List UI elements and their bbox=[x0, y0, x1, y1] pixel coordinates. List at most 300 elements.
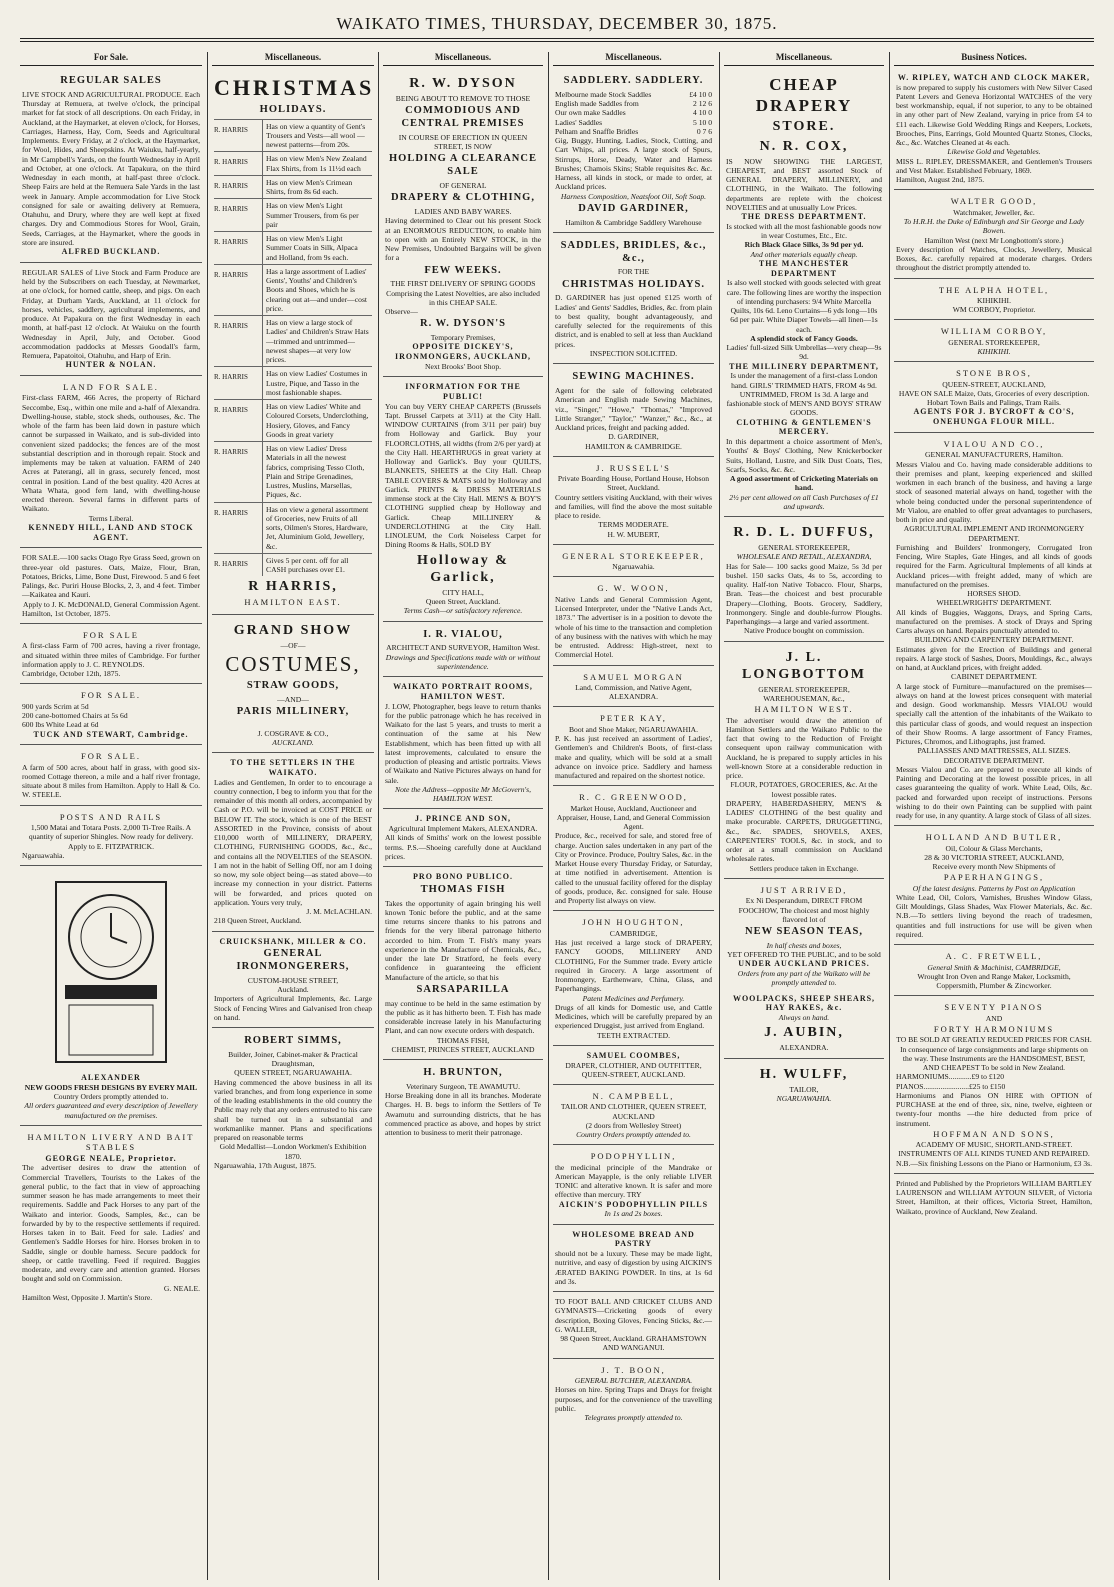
ad-good bbox=[894, 192, 1094, 278]
ad-prince bbox=[383, 811, 543, 867]
ad-body: Wrought Iron Oven and Range Maker, Locksmith, Coppersmith, Plumber & Zincworker. bbox=[917, 971, 1071, 991]
ad-subtitle: Agricultural Implement Makers, ALEXANDRA. bbox=[388, 824, 538, 834]
column-header: Miscellaneous. bbox=[553, 52, 714, 66]
ad-body: Country settlers visiting Auckland, with their wives and families, will find the above the most suitable place to reside. bbox=[555, 492, 712, 521]
ad-title: PRO BONO PUBLICO. bbox=[413, 872, 513, 882]
column-misc-2 bbox=[383, 52, 543, 1577]
ad-subtitle: DRAPER, CLOTHIER, AND OUTFITTER, bbox=[565, 1060, 702, 1070]
ad-title: ROBERT SIMMS, bbox=[244, 1035, 342, 1047]
ad-longbottom bbox=[724, 644, 884, 879]
ad-line: Of the latest designs. Patterns by Post on Application bbox=[912, 883, 1076, 893]
ad-title: THE ALPHA HOTEL, bbox=[938, 284, 1050, 295]
ad-line: Temporary Premises, bbox=[430, 333, 496, 343]
ad-line: TERMS MODERATE. bbox=[598, 520, 669, 530]
column-misc-4 bbox=[724, 52, 884, 1577]
ad-place: HAMILTON EAST. bbox=[244, 597, 342, 608]
ad-subtitle: Private Boarding House, Portland House, Hobson Street, Auckland. bbox=[557, 474, 710, 493]
harris-row-name: R. HARRIS bbox=[214, 373, 248, 382]
ad-body: The advertiser desires to draw the attention of Commercial Travellers, Tourists to the Lakes of the general public, to the fact that in view of approaching summer season he has made arrangements to meet their requirements. Saddle and Pack Horses to any part of the Waikato and interior. Goods, Samples, &c., can be forwarded by by to the respective settlements if required. Horses taken in to Bait. Feed for sale. Ladies' and Gentlemen's Saddle Horses for hire. Horses broken in to Saddle, single or double harness. Secure paddock for sheep, or cattle travelling. Feed if required. Buggies moderate, and every care and attention granted. Horses bought and sold on Commission. bbox=[22, 1163, 200, 1284]
price-value: 2 12 6 bbox=[693, 99, 712, 109]
ad-title: J. T. BOON, bbox=[601, 1364, 666, 1375]
ad-line: Drawings and Specifications made with or without superintendence. bbox=[385, 652, 541, 671]
ad-wulff bbox=[724, 1061, 884, 1109]
saddlery-price-list bbox=[555, 90, 712, 136]
ad-body: The advertiser would draw the attention of Hamilton Settlers and the Waikato Public to the fact that owing to the Reduction of Freight consequent upon railway communication with Auckland, he is prepared to supply articles in his well-known Store at a considerable reduction in price. bbox=[726, 715, 882, 781]
ad-title: INFORMATION FOR THE PUBLIC! bbox=[405, 382, 521, 401]
ad-corboy bbox=[894, 322, 1094, 362]
ad-title: WHOLESOME BREAD AND PASTRY bbox=[572, 1229, 695, 1249]
ad-terms: Terms Liberal. bbox=[88, 513, 134, 523]
price-value: 0 7 6 bbox=[696, 126, 712, 136]
ad-title: WILLIAM CORBOY, bbox=[940, 326, 1048, 337]
masthead-rule bbox=[20, 38, 1094, 39]
masthead-rule bbox=[20, 41, 1094, 42]
ad-body: Takes the opportunity of again bringing his well known Tonic before the public, and at the same time returns sincere thanks to his patrons and friends for the very liberal patronage hitherto accorded to him. From T. Fish's many years experience in the Manufacture of Chemicals, &c., under the late Dr Stratford, he feels every confidence in guaranteeing the efficient Manufacture of the article, so that his bbox=[385, 898, 541, 982]
ad-address: CUSTOM-HOUSE STREET, bbox=[247, 975, 339, 985]
ad-title: PETER KAY, bbox=[600, 713, 667, 724]
ad-title: CHRISTMAS bbox=[214, 74, 374, 100]
ad-signature: Apply to J. K. McDONALD, General Commission Agent. bbox=[23, 599, 200, 609]
ad-line: Note the Address—opposite Mr McGovern's, HAMILTON WEST. bbox=[395, 784, 531, 804]
ad-subtitle: THOMAS FISH bbox=[420, 883, 506, 895]
ad-subtitle: Market House, Auckland, Auctioneer and Appraiser, House, Land, and General Commission Agent. bbox=[556, 803, 711, 832]
ad-place: QUEEN STREET, NGARUAWAHIA. bbox=[234, 1068, 352, 1078]
harris-row-name: R. HARRIS bbox=[214, 158, 248, 167]
ad-line: AGENTS FOR J. BYCROFT & CO'S, ONEHUNGA FLOUR MILL. bbox=[913, 407, 1075, 427]
ad-date: Hamilton, August 2nd, 1875. bbox=[896, 175, 985, 185]
ad-body: Agent for the sale of following celebrated American and English made Sewing Machines, viz., "Singer," "Howe," "Thomas," "Improved Little Stranger," "Taylor," "Wanzer," &c., &c., at Auckland prices, freight and packing added. bbox=[555, 386, 712, 432]
ad-place: AUCKLAND. bbox=[272, 737, 314, 747]
harris-row-text: Has on view Ladies' Costumes in Lustre, Pique, and Tasso in the most fashionable shapes. bbox=[262, 367, 372, 399]
ad-line: Comprising the Latest Novelties, are also included in this CHEAP SALE. bbox=[386, 288, 540, 307]
ad-body: Messrs Vialou and Co. having made considerable additions to their premises and plant, keeping experienced and skilled workmen in each branch of the business, and having a large stock of seasoned material always on hand, together with the whole being conducted under the personal superintendence of Mr Vialou, are enabled to offer great advantages to purchasers, both in price and quality. bbox=[896, 459, 1092, 525]
ad-mcdonald bbox=[20, 550, 202, 624]
ad-body: A large stock of Furniture—manufactured on the premises—always on hand at the lowest prices consequent with material and design. Good workmanship. Messrs VIALOU would specially call the attention of the inhabitants of the Waikato to this particular class of goods, and would request an inspection of their Show Rooms. A large assortment of Fancy Frames, Pictures, Chromos, and Lithographs, just framed. bbox=[896, 681, 1092, 747]
ad-body: Estimates given for the Erection of Buildings and general repairs. A large stock of Sashes, Doors, Mouldings, &c., always on hand, at Auckland prices, with freight added. bbox=[896, 644, 1092, 673]
ad-houghton bbox=[553, 913, 714, 1045]
ad-title: STONE BROS, bbox=[956, 368, 1032, 379]
ad-title: LAND FOR SALE. bbox=[63, 382, 159, 393]
ad-holland-butler bbox=[894, 828, 1094, 945]
price-row bbox=[555, 90, 712, 99]
ad-title: TO FOOT BALL AND CRICKET CLUBS AND GYMNASTS—Cricketing goods of every description, Boxing Gloves, Fencing Sticks, &c.—G. WALLER, bbox=[555, 1297, 712, 1334]
ad-line: In 1s and 2s boxes. bbox=[604, 1209, 663, 1219]
ad-place: KIHIKIHI. bbox=[977, 347, 1011, 357]
ad-body: HAVE ON SALE Maize, Oats, Groceries of every description. Hobart Town Bails and Palings, Tram Rails. bbox=[898, 388, 1090, 408]
ad-line: HOLDING A CLEARANCE SALE bbox=[389, 153, 537, 178]
harris-row-name: R. HARRIS bbox=[214, 125, 248, 134]
ad-body: Native Lands and General Commission Agent, Licensed Interpreter, under the "Native Lands Act, 1873." The advertiser is in a position to devote the whole of his time to the transaction and completion of any business with the natives with which he may be entrusted. Address: High-street, next to Commercial Hotel. bbox=[555, 594, 712, 660]
ad-body: Horses on hire. Spring Traps and Drays for freight purposes, and for the convenience of the travelling public. bbox=[555, 1385, 712, 1413]
ad-section-title: BUILDING AND CARPENTERY DEPARTMENT. bbox=[914, 635, 1074, 645]
ad-body: Every description of Watches, Clocks, Jewellery, Musical Boxes, &c. carefully repaired at moderate charges. Orders throughout the district promptly attended to. bbox=[896, 244, 1092, 273]
ad-signature: ALFRED BUCKLAND. bbox=[61, 247, 161, 257]
harris-row bbox=[214, 366, 372, 399]
ad-line: NEW SEASON TEAS, bbox=[744, 926, 864, 938]
ad-title: PODOPHYLLIN, bbox=[590, 1151, 677, 1162]
ad-steele bbox=[20, 747, 202, 805]
ad-address: 98 Queen Street, Auckland. GRAHAMSTOWN AND WANGANUI. bbox=[560, 1334, 707, 1353]
ad-place: NGARUAWAHIA. bbox=[776, 1094, 832, 1103]
ad-saddlery bbox=[553, 70, 714, 233]
ad-title: GRAND SHOW bbox=[233, 622, 353, 638]
ad-line: WOOLPACKS, SHEEP SHEARS, HAY RAKES, &c. bbox=[732, 993, 876, 1013]
ad-line: PARIS MILLINERY, bbox=[236, 705, 350, 717]
column-header: For Sale. bbox=[20, 52, 202, 66]
ad-title: JUST ARRIVED, bbox=[760, 884, 848, 895]
ad-signature: DAVID GARDINER, bbox=[578, 202, 689, 214]
ad-place: HAMILTON & CAMBRIDGE. bbox=[585, 441, 682, 451]
ad-line: To H.R.H. the Duke of Edinburgh and Sir George and Lady Bowen. bbox=[903, 217, 1085, 236]
price-row bbox=[555, 118, 712, 127]
ad-signature: H. W. MUBERT, bbox=[607, 529, 660, 539]
ad-signature: N. R. COX, bbox=[759, 138, 849, 154]
ad-body: A first-class Farm of 700 acres, having a river frontage, and situated within three miles of Cambridge. For further information apply to J. C. REYNOLDS. bbox=[22, 641, 200, 669]
ad-stone-bros bbox=[894, 364, 1094, 433]
ad-line: Harness Composition, Neatsfoot Oil, Soft Soap. bbox=[560, 191, 707, 201]
price-item: Ladies' Saddles bbox=[555, 117, 603, 127]
ad-line: Patent Medicines and Perfumery. bbox=[582, 993, 685, 1003]
ad-body: FOR SALE.—100 sacks Otago Rye Grass Seed, grown on three-year old pastures. Oats, Maize, Flour, Bran, Potatoes, Bricks, Lime, Bone Dust, Firewood. 5 and 6 feet Palings, &c. Puriri House Blocks, 2, 3, and 4 feet. Timber—Kaikatea and Kauri. bbox=[22, 553, 200, 600]
ad-line: —OF— bbox=[280, 640, 306, 650]
ad-signature: J. COSGRAVE & CO., bbox=[257, 728, 329, 738]
ad-body: DRAPERY, HABERDASHERY, MEN'S & LADIES' CLOTHING of the best quality and make procurable. CARPETS, DRUGGETTING, &c., &c. SPADES, SHOVELS, AXES, CARPENTERS' TOOLS, &c. in stock, and to order at a small commission on Auckland wholesale rates. bbox=[726, 798, 882, 864]
ad-baking-powder bbox=[553, 1227, 714, 1293]
ad-title: WALTER GOOD, bbox=[950, 196, 1038, 207]
harris-row bbox=[214, 399, 372, 441]
ad-address: OPPOSITE DICKEY'S, IRONMONGERS, AUCKLAND, bbox=[394, 342, 531, 362]
ad-subtitle: Oil, Colour & Glass Merchants, bbox=[945, 843, 1043, 853]
ad-price-line: PIANOS........................£25 to £150 bbox=[896, 1081, 1006, 1091]
ad-signature: HOFFMAN AND SONS, bbox=[933, 1128, 1055, 1139]
ad-place: CAMBRIDGE, bbox=[609, 928, 658, 938]
ad-body: should not be a luxury. These may be made light, nutritive, and easy of digestion by using AICKIN'S ÆRATED BAKING POWDER. In tins, at 1s 6d and 3s. bbox=[555, 1249, 712, 1286]
ad-body: Ex Ni Desperandum, DIRECT FROM FOOCHOW, The choicest and most highly flavored lot of bbox=[738, 896, 870, 924]
ad-line: INSPECTION SOLICITED. bbox=[589, 348, 678, 358]
ad-line: INSTRUMENTS OF ALL KINDS TUNED AND REPAIRED. bbox=[898, 1149, 1090, 1159]
price-row bbox=[555, 108, 712, 117]
ad-body: the medicinal principle of the Mandrake or American Mayapple, is the only reliable LIVER TONIC and alterative known. It is safer and more effective than mercury. TRY bbox=[555, 1162, 712, 1200]
ad-line: BEING ABOUT TO REMOVE TO THOSE bbox=[395, 94, 531, 104]
harris-row-name: R. HARRIS bbox=[214, 181, 248, 190]
ad-line: COMMODIOUS AND CENTRAL PREMISES bbox=[401, 105, 525, 130]
harris-row-text: Has on view Men's Light Summer Coats in Silk, Alpaca and Holland, from 9s each. bbox=[262, 232, 372, 264]
harris-row-name: R. HARRIS bbox=[214, 559, 248, 568]
ad-title: SADDLES, BRIDLES, &c., &c., bbox=[560, 239, 707, 264]
column-business-notices bbox=[894, 52, 1094, 1577]
harris-row-text: Has on view a quantity of Gent's Trousers and Vests—all wool —newest patterns—from 20s. bbox=[262, 120, 372, 152]
ad-subtitle: Watchmaker, Jeweller, &c. bbox=[953, 207, 1035, 217]
harris-row bbox=[214, 231, 372, 264]
ad-line: FLOUR, POTATOES, GROCERIES, &c. At the lowest possible rates. bbox=[730, 780, 878, 799]
ad-address: Hamilton West, Opposite J. Martin's Store. bbox=[22, 1292, 153, 1302]
ad-title: A. C. FRETWELL, bbox=[945, 951, 1043, 962]
column-misc-3 bbox=[553, 52, 714, 1577]
ad-vialou-architect bbox=[383, 624, 543, 678]
ad-body: Drugs of all kinds for Domestic use, and Cattle Medicines, which will be carefully prepared by an experienced Druggist, just arrived from England. bbox=[555, 1002, 712, 1031]
ad-body: Having determined to Clear out his present Stock at an ENORMOUS REDUCTION, to enable him to open with an Entirely NEW STOCK, in the New Premises, Undoubted Bargains will be given for a bbox=[385, 216, 541, 263]
ad-simms bbox=[212, 1030, 374, 1175]
ad-title: HAMILTON LIVERY AND BAIT STABLES bbox=[27, 1131, 195, 1153]
ad-subtitle: GENERAL STOREKEEPER, bbox=[758, 543, 850, 553]
masthead bbox=[20, 8, 1094, 48]
ad-line: Settlers produce taken in Exchange. bbox=[749, 863, 859, 873]
harris-row bbox=[214, 175, 372, 199]
ad-signature: R HARRIS, bbox=[248, 579, 338, 595]
ad-subtitle: QUEEN-STREET, AUCKLAND, bbox=[942, 379, 1046, 389]
ad-signature: G. NEALE. bbox=[163, 1283, 200, 1293]
ad-body: All kinds of Smiths' work on the lowest possible terms. P.S.—Shoeing carefully done at Auckland prices. bbox=[385, 833, 541, 861]
harris-row-text: Has a large assortment of Ladies' Gents', Youths' and Children's Boots and Shoes, which he is clearing out at—and under—cost price. bbox=[262, 265, 372, 315]
ad-title: SADDLERY. SADDLERY. bbox=[563, 74, 704, 86]
ad-ripley bbox=[894, 70, 1094, 191]
price-item: Melbourne made Stock Saddles bbox=[555, 89, 652, 99]
ad-section-title: THE DRESS DEPARTMENT. bbox=[741, 212, 867, 222]
ad-body: IS NOW SHOWING THE LARGEST, CHEAPEST, and BEST assorted Stock of GENERAL DRAPERY, MILLINERY, and CLOTHING, in the Waikato. The following departments are replete with the choicest NOVELTIES and at unusually Low Prices. bbox=[726, 156, 882, 212]
ad-body: LIVE STOCK AND AGRICULTURAL PRODUCE. Each Thursday at Remuera, at twelve o'clock, the principal market for fat stock of all descriptions. On each Friday, in Auckland, at the Haymarket, at eleven o'clock, for Horses, Carriages, Harness, Hay, Corn, Seeds and Agricultural Implements. Every Friday, at 2 o'clock, at the Haymarket, for Wool, Hides, and Sheepskins. At Waiuku, half-yearly, in Mr Campbell's Yards, on the fourth Wednesday in April and October, at one o'clock. At Tapakura, on the third Wednesday in each month, at half-past three o'clock. Sheep Fairs are held at the Remuera Sale Yards in the last week in January. Ample accommodation for Live Stock consigned for sale or awaiting delivery at Remuera, Otahuhu, and Drury, where they are well kept at fixed charges. Dry and Commodious Stores for Wool, Grain, Seeds, Carriages, at the Haymarket, where the goods in store are insured. bbox=[22, 89, 200, 247]
column-divider bbox=[207, 52, 208, 1580]
ad-title: VIALOU AND CO., bbox=[943, 438, 1045, 449]
harris-row bbox=[214, 553, 372, 577]
ad-line: HORSES SHOD. bbox=[967, 589, 1021, 599]
ad-section-title: DECORATIVE DEPARTMENT. bbox=[943, 755, 1045, 765]
ad-title: TO THE SETTLERS IN THE WAIKATO. bbox=[230, 758, 356, 777]
column-header: Miscellaneous. bbox=[212, 52, 374, 66]
price-item: English made Saddles from bbox=[555, 99, 639, 109]
ad-title: J. RUSSELL'S bbox=[596, 462, 671, 473]
harris-row-text: Has on view a general assortment of Groceries, new Fruits of all sorts, Oilmen's Stores, Hardware, Jet, Aluminium Gold, Jewellery, &c. bbox=[262, 503, 372, 553]
ad-subtitle: ARCHITECT AND SURVEYOR, Hamilton West. bbox=[386, 643, 540, 653]
ad-title: W. RIPLEY, WATCH AND CLOCK MAKER, bbox=[897, 72, 1091, 82]
ad-place: ALEXANDRA. bbox=[779, 1043, 829, 1053]
ad-date: Hamilton, 1st October, 1875. bbox=[22, 608, 111, 618]
column-header: Business Notices. bbox=[894, 52, 1094, 66]
ad-line: TEETH EXTRACTED. bbox=[597, 1030, 670, 1040]
ad-vialou-co bbox=[894, 435, 1094, 826]
ad-portrait-rooms bbox=[383, 679, 543, 809]
ad-address: (2 doors from Wellesley Street) bbox=[585, 1120, 682, 1130]
ad-address: CHEMIST, PRINCES STREET, AUCKLAND bbox=[391, 1044, 535, 1054]
ad-reynolds bbox=[20, 626, 202, 684]
ad-title: FOR SALE bbox=[83, 630, 139, 641]
ad-subtitle: TAILOR AND CLOTHIER, QUEEN STREET, AUCKLAND bbox=[560, 1102, 707, 1121]
ad-subtitle: WAREHOUSEMAN, &c., bbox=[763, 694, 845, 704]
harris-row bbox=[214, 198, 372, 231]
ad-morgan bbox=[553, 668, 714, 708]
ad-title: STORE. bbox=[772, 119, 836, 135]
ad-line: FOR THE bbox=[617, 267, 650, 277]
ad-subtitle: General Smith & Machinist, CAMBRIDGE, bbox=[927, 962, 1061, 972]
ad-place: HAMILTON WEST. bbox=[754, 704, 854, 715]
ad-brunton bbox=[383, 1062, 543, 1142]
column-for-sale bbox=[20, 52, 202, 1577]
ad-line: Orders from any part of the Waikato will be promptly attended to. bbox=[737, 969, 871, 988]
ad-signature: TUCK AND STEWART, Cambridge. bbox=[33, 729, 189, 739]
ad-line: PAPERHANGINGS, bbox=[943, 872, 1045, 883]
ad-title: HOLLAND AND BUTLER, bbox=[925, 832, 1063, 843]
ad-line: In half chests and boxes, bbox=[766, 940, 842, 950]
ad-signature: HUNTER & NOLAN. bbox=[65, 360, 157, 370]
ad-body: REGULAR SALES of Live Stock and Farm Produce are held by the Subscribers on each Tuesday, at Newmarket, at one o'clock, for horned cattle, sheep, and pigs. On each Friday, at Durham Yards, Auckland, at 11 o'clock for horses, vehicles, saddlery, agricultural implements, and produce. At Papakura on the first Wednesday in each month, at half-past 12 o'clock. At Waiuku on the fourth Wednesday in April, July, and October. Good accommodation paddocks at Messrs Goodall's farm, Remuera, Papatoitoi, Otahuhu, and Harp of Erin. bbox=[22, 267, 200, 361]
ad-subtitle: HOLIDAYS. bbox=[259, 103, 327, 115]
ad-signature: R. W. DYSON'S bbox=[420, 318, 506, 330]
ad-alpha-hotel bbox=[894, 281, 1094, 321]
ad-subtitle: Land, Commission, and Native Agent, ALEXANDRA. bbox=[575, 682, 692, 702]
ad-subtitle: TAILOR, bbox=[789, 1084, 819, 1094]
ad-regular-sales bbox=[20, 70, 202, 263]
harris-row bbox=[214, 151, 372, 175]
ad-section-title: THE MANCHESTER DEPARTMENT bbox=[758, 258, 850, 278]
imprint-text: Printed and Published by the Proprietors WILLIAM BARTLEY LAURENSON and WILLIAM AYTOUN SILVER, of Victoria Street, Hamilton, at their offices, Victoria Street, Hamilton, Waikato, province of Auckland, New Zealand. bbox=[896, 1178, 1092, 1216]
harris-row-text: Has on view Men's New Zealand Flax Shirts, from 1s 11½d each bbox=[262, 152, 372, 175]
ad-body: Furnishing and Builders' Ironmongery, Corrugated Iron Fencing, Wire Staples, Gate Hinges, and all kinds of goods required for the Farm. Agricultural Implements of all kinds at Auckland prices—with freight added, many of which are manufactured on the premises. bbox=[896, 542, 1092, 589]
ad-title: REGULAR SALES bbox=[60, 74, 162, 86]
harris-row-text: Gives 5 per cent. off for all CASH purchases over £1. bbox=[262, 554, 372, 577]
ad-line: YET OFFERED TO THE PUBLIC, and to be sold bbox=[727, 950, 881, 960]
ad-podophyllin bbox=[553, 1147, 714, 1224]
ad-hunter-nolan bbox=[20, 265, 202, 376]
harris-row bbox=[214, 441, 372, 502]
ad-storekeeper bbox=[553, 547, 714, 578]
ad-line: IN COURSE OF ERECTION IN QUEEN STREET, IS NOW bbox=[398, 132, 528, 152]
ad-russell bbox=[553, 459, 714, 545]
ad-body: may continue to be held in the same estimation by the public as it has hitherto been. T. Fish has made considerable increase lately in his Manufacturing Plant, and can now execute orders with despatch. bbox=[385, 998, 541, 1036]
price-value: £4 10 0 bbox=[689, 89, 712, 99]
ad-cruickshank bbox=[212, 934, 374, 1029]
ad-line: Rich Black Glace Silks, 3s 9d per yd. bbox=[744, 240, 864, 250]
ad-line: SARSAPARILLA bbox=[416, 983, 510, 995]
price-item: Our own make Saddles bbox=[555, 108, 626, 118]
harris-row bbox=[214, 264, 372, 315]
column-header: Miscellaneous. bbox=[724, 52, 884, 66]
ad-title: FOR SALE. bbox=[80, 751, 142, 762]
ad-body: Horse Breaking done in all its branches. Moderate Charges. H. B. begs to inform the Settlers of Te Awamutu and surrounding districts, that he has commenced practice as above, and hopes by strict attention to business to merit their patronage. bbox=[385, 1091, 541, 1138]
harris-row-text: Has on view Ladies' Dress Materials in all the newest fabrics, comprising Tesso Cloth, Plain and Stripe Grenadines, Lustres, Muslins, Marsellas, Piques, &c. bbox=[262, 442, 372, 502]
ad-line: N.B.—Six finishing Lessons on the Piano or Harmonium, £3 3s. bbox=[896, 1158, 1092, 1168]
harris-row bbox=[214, 502, 372, 553]
ad-subtitle: WHOLESALE AND RETAIL, ALEXANDRA, bbox=[736, 552, 872, 562]
ad-harris bbox=[212, 70, 374, 615]
ad-body: J. LOW, Photographer, begs leave to return thanks for the public patronage which he has received in Waikato for the last 5 years, and trusts to merit a continuation of the same at his New Establishment, which has been fitted up with all latest improvements, calculated to ensure the production of pleasing and artistic portraits. Views of Waikato and Native Pictures always on hand for sale. bbox=[385, 701, 541, 785]
ad-title: WAIKATO PORTRAIT ROOMS, HAMILTON WEST. bbox=[393, 682, 533, 701]
ad-subtitle: Boot and Shoe Maker, NGARUAWAHIA. bbox=[568, 724, 698, 734]
ad-caption: Country Orders promptly attended to. bbox=[53, 1092, 169, 1102]
ad-title: SAMUEL COOMBES, bbox=[586, 1050, 681, 1060]
ad-subtitle: GENERAL STOREKEEPER, bbox=[948, 337, 1040, 347]
watch-logo-icon bbox=[51, 877, 171, 1067]
logo-text: ALEXANDER bbox=[81, 1073, 141, 1083]
ad-title: R. W. DYSON bbox=[409, 75, 517, 91]
harris-row-name: R. HARRIS bbox=[214, 238, 248, 247]
ad-title: JOHN HOUGHTON, bbox=[582, 917, 685, 928]
ad-body: Importers of Agricultural Implements, &c. Large Stock of Fencing Wires and Galvanised Iron cheap on hand. bbox=[214, 994, 372, 1022]
ad-fish bbox=[383, 869, 543, 1060]
column-misc-1 bbox=[212, 52, 374, 1577]
ad-cosgrave bbox=[212, 617, 374, 753]
ad-place: Auckland. bbox=[277, 985, 309, 995]
harris-row-text: Has on view Ladies' White and Coloured Corsets, Underclothing, Hosiery, Gloves, and Fancy Goods in great variety bbox=[262, 400, 372, 441]
harris-row-text: Has on view Men's Light Summer Trousers, from 6s per pair bbox=[262, 199, 372, 231]
ad-line: DRAPERY & CLOTHING, bbox=[391, 192, 535, 204]
ad-line: Observe— bbox=[385, 307, 418, 317]
ad-subtitle: GENERAL IRONMONGERERS, bbox=[236, 948, 350, 973]
ad-address: QUEEN-STREET, AUCKLAND. bbox=[581, 1069, 686, 1079]
ad-line: AICKIN'S PODOPHYLLIN PILLS bbox=[558, 1199, 709, 1209]
ad-place: Ngaruawahia. bbox=[612, 562, 655, 572]
ad-fretwell bbox=[894, 947, 1094, 996]
ad-sewing bbox=[553, 366, 714, 457]
ad-body: Is stocked with all the most fashionable goods now in wear Costumes, Etc., Etc. bbox=[726, 221, 882, 241]
ad-body: Gig, Buggy, Hunting, Ladies, Stock, Cutting, and Cart Whips, all prices. A large stock of Spurs, Stirrups, Horse, Deady, Water and Harness Brushes; Chamois Skins; Stable requisites &c. &c. Harness, all kinds in stock, or made to order, at Auckland prices. bbox=[555, 136, 712, 192]
ad-title: R. D. L. DUFFUS, bbox=[733, 525, 875, 541]
ad-body: P. K. has just received an assortment of Ladies', Gentlemen's and Children's Boots, of first-class make and quality, which will be sold at a small advance on invoice price. Saddlery and harness manufactured and repaired on the shortest notice. bbox=[555, 734, 712, 781]
ad-body: Messrs Vialou and Co. are prepared to execute all kinds of Painting and Decorating at the lowest possible prices, in all cases guaranteeing the quality of work. White Lead, Oils, &c. packed and forwarded upon receipt of instructions. Persons wishing to do their own Painting can be supplied with paint ready for use, in any quantity. A large stock of Glass of all sizes. bbox=[896, 764, 1092, 821]
ad-subtitle: GENERAL MANUFACTURERS, Hamilton. bbox=[925, 450, 1063, 460]
ad-title: SAMUEL MORGAN bbox=[583, 671, 684, 682]
ad-signature: D. GARDINER, bbox=[608, 432, 659, 442]
ad-posts-rails bbox=[20, 808, 202, 866]
ad-title: R. C. GREENWOOD, bbox=[579, 792, 688, 803]
ad-title: CHEAP DRAPERY bbox=[755, 74, 853, 115]
ad-line: Ladies' full-sized Silk Umbrellas—very cheap—9s 9d. bbox=[726, 343, 882, 362]
ad-cox-drapery bbox=[724, 70, 884, 517]
ad-title: I. R. VIALOU, bbox=[423, 628, 503, 640]
ad-pianos bbox=[894, 998, 1094, 1174]
ad-land-for-sale bbox=[20, 378, 202, 548]
ad-signature: THOMAS FISH, bbox=[436, 1035, 490, 1045]
ad-mclachlan bbox=[212, 755, 374, 932]
ad-dyson bbox=[383, 70, 543, 377]
ad-saddles-bridles bbox=[553, 235, 714, 364]
ad-body: 1,500 Matai and Totara Posts. 2,000 Ti-Tree Rails. A quantity of superior Shingles. Now ready for delivery. Apply to E. FITZPATRICK. bbox=[28, 823, 194, 851]
ad-signature: J. M. McLACHLAN. bbox=[306, 907, 372, 917]
ad-body: Harmoniums and Pianos ON HIRE with OPTION of PURCHASE at the end of three, six, nine, twelve, eighteen or twenty-four months —the hire deducted from price of instrument. bbox=[896, 1090, 1092, 1128]
ad-title: GENERAL STOREKEEPER, bbox=[562, 550, 705, 561]
column-header: Miscellaneous. bbox=[383, 52, 543, 66]
logo-text: NEW GOODS FRESH DESIGNS BY EVERY MAIL bbox=[24, 1082, 198, 1092]
ad-caption: All orders guaranteed and every description of Jewellery manufactured on the premises. bbox=[24, 1101, 198, 1120]
publisher-imprint bbox=[894, 1176, 1094, 1221]
ad-subtitle: Builder, Joiner, Cabinet-maker & Practical Draughtsman, bbox=[228, 1049, 358, 1069]
ad-signature: WM CORBOY, Proprietor. bbox=[952, 305, 1036, 315]
ad-body: You can buy VERY CHEAP CARPETS (Brussels Tapt. Brussel Carpets at 3/11) at the City Hall. WINDOW CURTAINS (from 3/11 per pair) buy from Holloway and Garlick. Buy your FLOORCLOTHS, all widths (from 2/6 per yard) at the City Hall. HEARTHRUGS in great variety at Holloway and Garlick's. Buy your QUILTS, BLANKETS, SHEETS at the City Hall. Cheap TABLE COVERS & MATS sold by Holloway and Garlick. PRINTS & DRESS MATERIALS immense stock at the City Hall. MEN'S & BOY'S CLOTHING supplied cheap by Holloway and Garlick. Cheap MILLINERY & UNDERCLOTHING at the City Hall. LINOLEUM, the Cork Noiseless Carpet for Dining Rooms & Halls, SOLD BY bbox=[385, 401, 541, 550]
ad-woon bbox=[553, 579, 714, 665]
ad-line: LADIES AND BABY WARES. bbox=[414, 207, 512, 217]
ad-subtitle: Veterinary Surgeon, TE AWAMUTU. bbox=[405, 1081, 521, 1091]
ad-body: Ladies and Gentlemen, In order to to encourage a country connection, I beg to inform you that for the remainder of this month all orders, accompanied by Cash or P.O. will be invoiced at COST PRICE or BELOW IT. The stock, which is one of the BEST ASSORTED in the Province, consists of about £10,000 worth of MILLINERY, DRAPERY, CLOTHING, FURNISHING GOODS, &c., &c., and contains all the NOVELTIES of the SEASON. I am not in the habit of Selling Off, nor am I doing so now, my sole object being—as stated above—to increase my connection in your district. Patterns will be forwarded, and prices quoted on application. Yours very truly, bbox=[214, 777, 372, 907]
price-row bbox=[555, 127, 712, 136]
ad-title: SEWING MACHINES. bbox=[572, 371, 695, 383]
ad-line: 600 lbs White Lead at 6d bbox=[22, 720, 99, 730]
column-divider bbox=[719, 52, 720, 1580]
ad-title: CRUICKSHANK, MILLER & CO. bbox=[219, 936, 367, 946]
ad-section-title: CLOTHING & GENTLEMEN'S MERCERY. bbox=[736, 417, 872, 437]
ad-line: Telegrams promptly attended to. bbox=[584, 1413, 683, 1423]
ad-subtitle: GENERAL BUTCHER, ALEXANDRA. bbox=[574, 1376, 693, 1386]
ad-body: Having commenced the above business in all its varied branches, and from long experience in some of the leading establishments in the old country the Public may rely that any orders entrusted to his care shall be turned out in a substantial and workmanlike manner. Plans and specifications prepared on reasonable terms bbox=[214, 1077, 372, 1143]
ad-signature: Holloway & Garlick, bbox=[417, 552, 509, 585]
ad-line: CHRISTMAS HOLIDAYS. bbox=[562, 278, 705, 290]
ad-line: 900 yards Scrim at 5d bbox=[22, 701, 89, 711]
ad-line: Native Produce bought on commission. bbox=[743, 626, 864, 636]
ad-line: And other materials equally cheap. bbox=[750, 249, 858, 259]
ad-body: In this department a choice assortment of Men's, Youths' & Boys' Clothing, New Knickerbocker Suits, Holland, Lustre, and Silk Dust Coats, Ties, Scarfs, Socks, &c. &c. bbox=[726, 437, 882, 474]
ad-section-title: AGRICULTURAL IMPLEMENT AND IRONMONGERY DEPARTMENT. bbox=[903, 524, 1085, 543]
ad-address: Hamilton & Cambridge Saddlery Warehouse bbox=[565, 217, 702, 227]
ad-address: Queen Street, Auckland. bbox=[425, 597, 501, 607]
ad-line: UNDER AUCKLAND PRICES. bbox=[738, 959, 870, 969]
ad-body: MISS L. RIPLEY, DRESSMAKER, and Gentlemen's Trousers and Vest Maker. Established February, 1869. bbox=[896, 156, 1092, 175]
